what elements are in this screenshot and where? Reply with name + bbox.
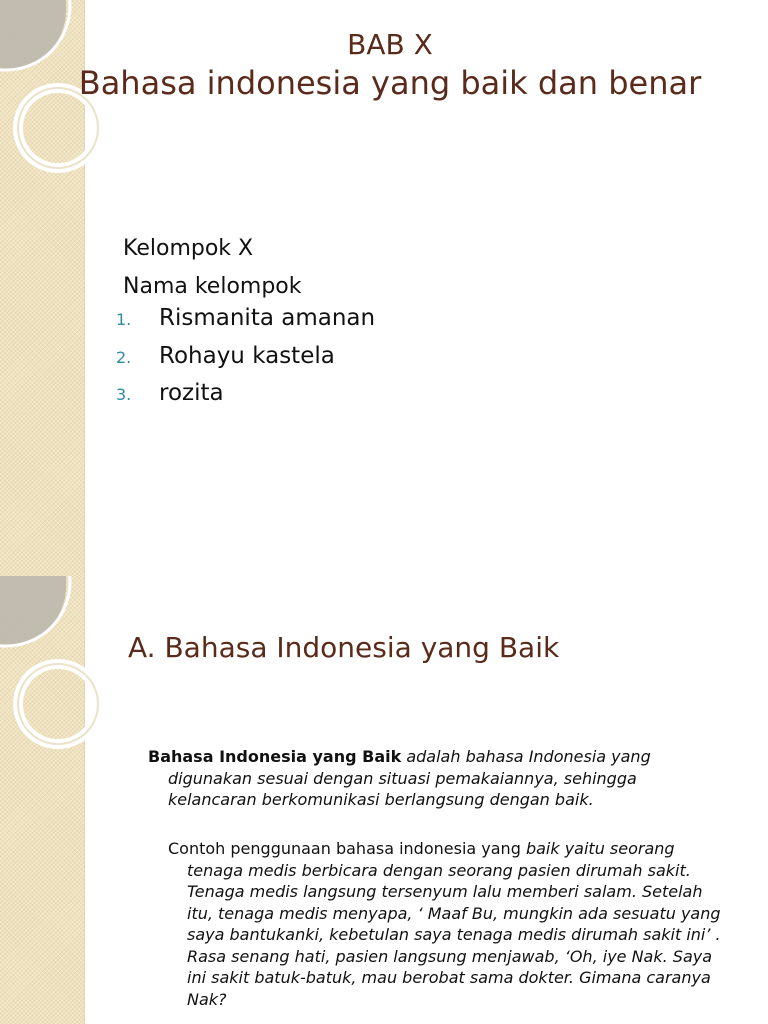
list-number: 3. [116,385,132,404]
member-name: rozita [159,380,224,406]
group-label: Kelompok X [123,236,254,261]
list-item [116,343,375,381]
list-number: 1. [116,310,132,329]
list-item [116,305,375,343]
definition-text: adalah bahasa Indonesia yang digunakan sesuai dengan situasi pemakaiannya, sehingga kelancaran berkomunikasi berlangsung dengan baik. [168,747,651,809]
slide-title-line2: Bahasa indonesia yang baik dan benar [78,64,702,102]
slide-2 [0,576,768,1024]
member-list [116,305,375,418]
example-text: baik yaitu seorang tenaga medis berbicara dengan seorang pasien dirumah sakit. Tenaga medis langsung tersenyum lalu memberi salam. Setelah itu, tenaga medis menyapa, ‘ Maaf Bu, mungkin ada sesuatu yang saya bantukanki, kebetulan saya tenaga medis dirumah sakit ini’ . Rasa senang hati, pasien langsung menjawab, ‘Oh, iye Nak. Saya ini sakit batuk-batuk, mau berobat sama dokter. Gimana caranya Nak? [187,839,721,1009]
list-item [116,380,375,418]
example-paragraph [168,838,727,1010]
member-name: Rismanita amanan [159,305,376,331]
example-intro: Contoh penggunaan bahasa indonesia yang [168,839,526,858]
slide-title-line1: BAB X [347,28,433,61]
definition-paragraph [148,746,728,811]
definition-term: Bahasa Indonesia yang Baik [148,747,402,766]
group-names-label: Nama kelompok [123,274,302,299]
list-number: 2. [116,347,132,367]
member-name: Rohayu kastela [159,342,335,369]
decorative-circles [0,576,130,776]
section-title: A. Bahasa Indonesia yang Baik [128,631,560,664]
